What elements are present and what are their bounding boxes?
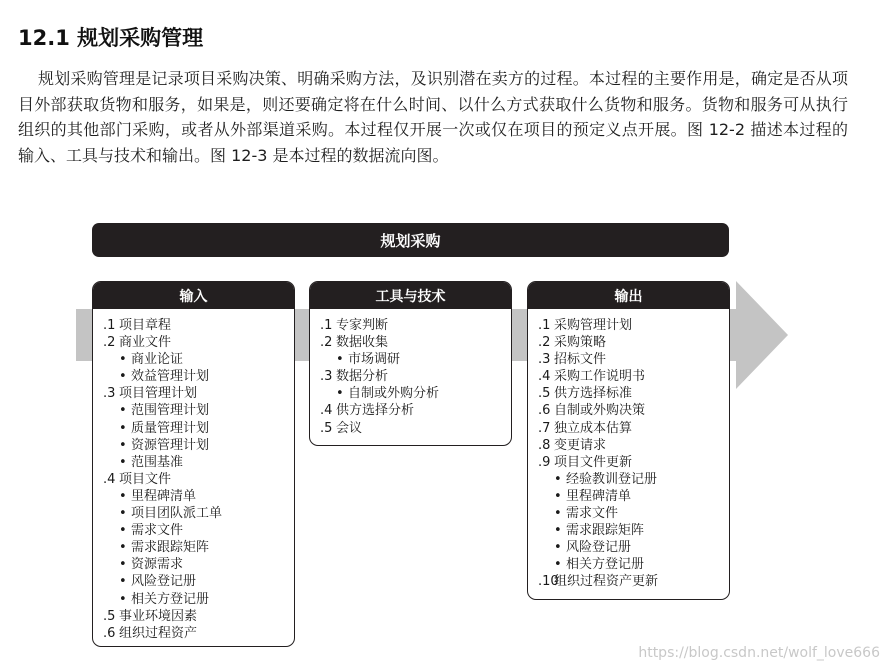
bullet-icon: • bbox=[119, 369, 127, 385]
item-label: 数据收集 bbox=[336, 335, 389, 351]
watermark: https://blog.csdn.net/wolf_love666 bbox=[638, 645, 880, 661]
item-label: 组织过程资产更新 bbox=[554, 574, 659, 590]
sub-item bbox=[103, 488, 294, 505]
sub-item-label: 需求跟踪矩阵 bbox=[566, 523, 645, 539]
list-item bbox=[320, 402, 511, 419]
item-number: .2 bbox=[538, 335, 551, 351]
bullet-icon: • bbox=[119, 403, 127, 419]
item-label: 供方选择标准 bbox=[554, 386, 633, 402]
sub-item bbox=[320, 351, 511, 368]
sub-item-label: 自制或外购分析 bbox=[348, 386, 440, 402]
sub-item-label: 市场调研 bbox=[348, 352, 401, 368]
list-item bbox=[538, 368, 729, 385]
outputs-header: 输出 bbox=[528, 282, 729, 309]
item-number: .5 bbox=[103, 608, 116, 624]
item-number: .1 bbox=[320, 318, 333, 333]
sub-item-label: 范围管理计划 bbox=[131, 403, 210, 419]
inputs-list bbox=[93, 309, 294, 642]
list-item bbox=[103, 385, 294, 402]
item-number: .4 bbox=[103, 471, 116, 487]
bullet-icon: • bbox=[336, 352, 344, 368]
sub-item bbox=[103, 351, 294, 368]
item-number: .3 bbox=[320, 369, 333, 385]
tools-header: 工具与技术 bbox=[310, 282, 511, 309]
item-number: .2 bbox=[103, 335, 116, 351]
sub-item bbox=[538, 522, 729, 539]
bullet-icon: • bbox=[554, 557, 562, 573]
bullet-icon: • bbox=[119, 540, 127, 556]
sub-item-label: 资源管理计划 bbox=[131, 437, 210, 453]
sub-item bbox=[103, 437, 294, 454]
sub-item-label: 里程碑清单 bbox=[131, 488, 197, 504]
list-item bbox=[538, 351, 729, 368]
item-label: 项目章程 bbox=[119, 318, 172, 333]
list-item bbox=[320, 334, 511, 351]
item-label: 项目文件更新 bbox=[554, 454, 633, 470]
sub-item-label: 相关方登记册 bbox=[131, 591, 210, 607]
sub-item bbox=[103, 505, 294, 522]
list-item bbox=[538, 317, 729, 334]
list-item bbox=[538, 385, 729, 402]
sub-item-label: 资源需求 bbox=[131, 557, 184, 573]
tools-box bbox=[309, 281, 512, 446]
sub-item bbox=[103, 402, 294, 419]
list-item bbox=[103, 471, 294, 488]
sub-item bbox=[103, 556, 294, 573]
item-number: .10 bbox=[538, 574, 559, 590]
list-item bbox=[103, 625, 294, 642]
bullet-icon: • bbox=[119, 574, 127, 590]
list-item bbox=[103, 334, 294, 351]
item-label: 招标文件 bbox=[554, 352, 607, 368]
sub-item-label: 风险登记册 bbox=[566, 540, 632, 556]
sub-item-label: 需求跟踪矩阵 bbox=[131, 540, 210, 556]
item-label: 专家判断 bbox=[336, 318, 389, 333]
sub-item bbox=[103, 368, 294, 385]
sub-item bbox=[103, 522, 294, 539]
item-label: 自制或外购决策 bbox=[554, 403, 646, 419]
sub-item-label: 范围基准 bbox=[131, 454, 184, 470]
tools-list bbox=[310, 309, 511, 437]
sub-item-label: 经验教训登记册 bbox=[566, 471, 658, 487]
inputs-header: 输入 bbox=[93, 282, 294, 309]
sub-item-label: 项目团队派工单 bbox=[131, 506, 223, 522]
item-number: .9 bbox=[538, 454, 551, 470]
item-number: .2 bbox=[320, 335, 333, 351]
sub-item bbox=[103, 454, 294, 471]
bullet-icon: • bbox=[119, 506, 127, 522]
item-number: .5 bbox=[320, 420, 333, 436]
item-label: 独立成本估算 bbox=[554, 420, 633, 436]
list-item bbox=[538, 454, 729, 471]
sub-item-label: 需求文件 bbox=[566, 506, 619, 522]
sub-item bbox=[103, 591, 294, 608]
list-item bbox=[538, 334, 729, 351]
sub-item bbox=[538, 556, 729, 573]
sub-item-label: 质量管理计划 bbox=[131, 420, 210, 436]
diagram-title: 规划采购 bbox=[92, 223, 729, 257]
bullet-icon: • bbox=[119, 454, 127, 470]
section-heading: 12.1 规划采购管理 bbox=[18, 26, 204, 50]
list-item bbox=[538, 437, 729, 454]
list-item bbox=[320, 317, 511, 334]
bullet-icon: • bbox=[119, 420, 127, 436]
list-item bbox=[320, 368, 511, 385]
item-label: 供方选择分析 bbox=[336, 403, 415, 419]
inputs-box bbox=[92, 281, 295, 647]
item-label: 数据分析 bbox=[336, 369, 389, 385]
item-number: .3 bbox=[538, 352, 551, 368]
sub-item bbox=[538, 471, 729, 488]
list-item bbox=[538, 402, 729, 419]
sub-item bbox=[103, 539, 294, 556]
item-label: 会议 bbox=[336, 420, 363, 436]
item-label: 项目管理计划 bbox=[119, 386, 198, 402]
item-number: .8 bbox=[538, 437, 551, 453]
bullet-icon: • bbox=[554, 540, 562, 556]
item-label: 采购管理计划 bbox=[554, 318, 633, 333]
sub-item-label: 风险登记册 bbox=[131, 574, 197, 590]
item-number: .6 bbox=[538, 403, 551, 419]
sub-item bbox=[103, 573, 294, 590]
list-item bbox=[103, 317, 294, 334]
item-label: 商业文件 bbox=[119, 335, 172, 351]
sub-item-label: 商业论证 bbox=[131, 352, 184, 368]
outputs-list bbox=[528, 309, 729, 591]
item-number: .7 bbox=[538, 420, 551, 436]
bullet-icon: • bbox=[554, 523, 562, 539]
list-item bbox=[538, 420, 729, 437]
bullet-icon: • bbox=[554, 506, 562, 522]
sub-item bbox=[103, 420, 294, 437]
item-number: .3 bbox=[103, 386, 116, 402]
item-label: 变更请求 bbox=[554, 437, 607, 453]
bullet-icon: • bbox=[119, 557, 127, 573]
bullet-icon: • bbox=[119, 352, 127, 368]
item-number: .6 bbox=[103, 625, 116, 641]
sub-item-label: 效益管理计划 bbox=[131, 369, 210, 385]
item-number: .1 bbox=[538, 318, 551, 333]
bullet-icon: • bbox=[119, 488, 127, 504]
bullet-icon: • bbox=[119, 591, 127, 607]
outputs-box bbox=[527, 281, 730, 600]
bullet-icon: • bbox=[119, 437, 127, 453]
bullet-icon: • bbox=[119, 523, 127, 539]
item-number: .1 bbox=[103, 318, 116, 333]
intro-paragraph: 规划采购管理是记录项目采购决策、明确采购方法，及识别潜在卖方的过程。本过程的主要作用是，确定是否从项目外部获取货物和服务，如果是，则还要确定将在什么时间、以什么方式获取什么货物和服务。货物和服务可从执行组织的其他部门采购，或者从外部渠道采购。本过程仅开展一次或仅在项目的预定义点开展。图 12-2 描述本过程的输入、工具与技术和输出。图 12-3 是本过程的数据流向图。 bbox=[18, 69, 848, 165]
bullet-icon: • bbox=[554, 488, 562, 504]
sub-item bbox=[320, 385, 511, 402]
item-label: 项目文件 bbox=[119, 471, 172, 487]
sub-item bbox=[538, 539, 729, 556]
list-item bbox=[320, 420, 511, 437]
list-item bbox=[103, 608, 294, 625]
sub-item bbox=[538, 488, 729, 505]
item-number: .5 bbox=[538, 386, 551, 402]
item-label: 组织过程资产 bbox=[119, 625, 198, 641]
sub-item bbox=[538, 505, 729, 522]
bullet-icon: • bbox=[336, 386, 344, 402]
sub-item-label: 需求文件 bbox=[131, 523, 184, 539]
item-number: .4 bbox=[320, 403, 333, 419]
item-label: 采购工作说明书 bbox=[554, 369, 646, 385]
item-label: 事业环境因素 bbox=[119, 608, 198, 624]
bullet-icon: • bbox=[554, 471, 562, 487]
sub-item-label: 相关方登记册 bbox=[566, 557, 645, 573]
item-number: .4 bbox=[538, 369, 551, 385]
list-item bbox=[538, 573, 729, 590]
sub-item-label: 里程碑清单 bbox=[566, 488, 632, 504]
item-label: 采购策略 bbox=[554, 335, 607, 351]
